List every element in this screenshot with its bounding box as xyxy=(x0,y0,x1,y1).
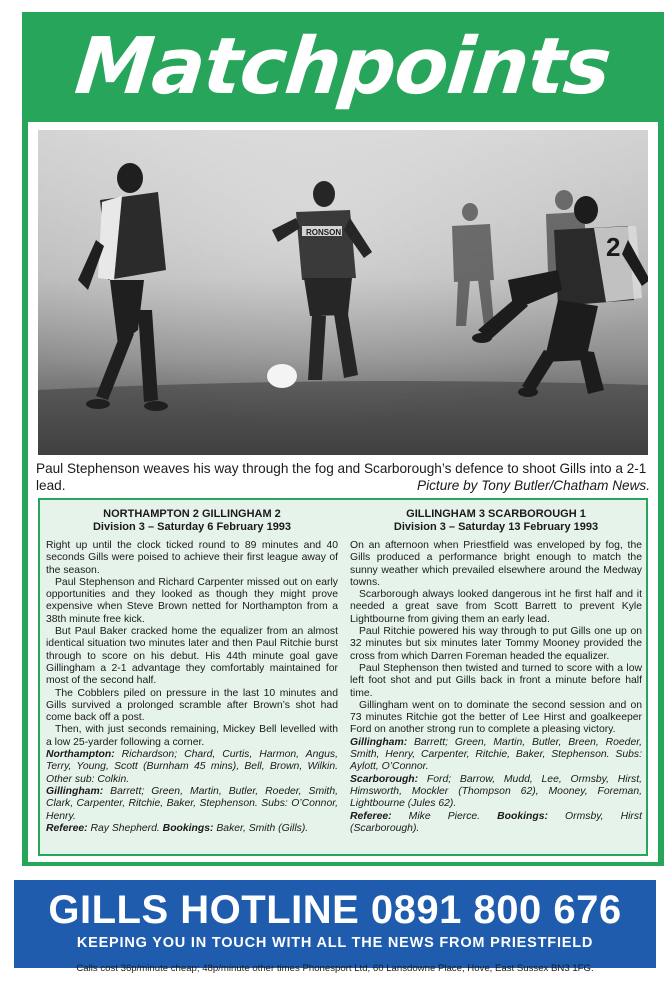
officials xyxy=(46,823,338,835)
call-charges: Calls cost 36p/minute cheap; 48p/minute other times Phonesport Ltd, 60 Lansdowne Place, Hove, East Sussex BN3 1FG. xyxy=(76,963,594,974)
hotline-tagline: KEEPING YOU IN TOUCH WITH ALL THE NEWS FROM PRIESTFIELD xyxy=(76,935,594,951)
team-label: Northampton: xyxy=(46,749,115,761)
team-players: Barrett; Green, Martin, Butler, Roeder, Smith, Clark, Carpenter, Ritchie, Baker, Stephenson. Subs: O’Connor, Henry. xyxy=(46,785,338,822)
referee-name: Ray Shepherd. xyxy=(87,822,160,834)
team-label: Gillingham: xyxy=(350,736,408,748)
caption-text: Paul Stephenson weaves his way through the fog and Scarborough’s defence to shoot Gills into a 2-1 lead. xyxy=(36,461,647,493)
officials xyxy=(350,811,642,836)
report-northampton xyxy=(46,508,338,835)
report-paragraph: But Paul Baker cracked home the equalizer from an almost identical situation two minutes later and then Paul Ritchie burst through to score on his debut. His 44th minute goal gave Gillingham a 2-1 advantage they comfortably maintained for most of the second half. xyxy=(46,626,338,687)
page-frame xyxy=(22,12,664,866)
report-paragraph: Paul Stephenson and Richard Carpenter missed out on early opportunities and they looked as though they might prove expensive when Steve Brown netted for Northampton from a 38th minute free kick. xyxy=(46,576,338,625)
match-photo-image xyxy=(38,130,648,455)
report-paragraph: Right up until the clock ticked round to 89 minutes and 40 seconds Gills were poised to achieve their first league away of the season. xyxy=(46,540,338,576)
team-lineup xyxy=(46,786,338,823)
bookings-list: Baker, Smith (Gills). xyxy=(213,822,309,834)
team-players: Barrett; Green, Martin, Butler, Breen, Roeder, Smith, Henry, Carpenter, Ritchie, Baker, Stephenson. Subs: Aylott, O’Connor. xyxy=(350,736,642,773)
match-photo xyxy=(38,130,648,455)
team-players: Richardson; Chard, Curtis, Harmon, Angus, Terry, Young, Scott (Burnham 45 mins), Bell, Brown, Wilkin. Other sub: Colkin. xyxy=(46,749,338,785)
bookings-label: Bookings: xyxy=(159,822,214,834)
report-title: NORTHAMPTON 2 GILLINGHAM 2 xyxy=(103,508,281,520)
report-subtitle: Division 3 – Saturday 6 February 1993 xyxy=(92,520,292,533)
report-scarborough xyxy=(350,508,642,835)
team-lineup xyxy=(350,774,642,811)
team-players: Ford; Barrow, Mudd, Lee, Ormsby, Hirst, Himsworth, Mockler (Thompson 62), Mooney, Foreman, Lightbourne (Jules 62). xyxy=(350,773,642,810)
masthead xyxy=(22,12,664,122)
report-paragraph: The Cobblers piled on pressure in the last 10 minutes and Gills survived a prolonged scramble after Brown’s shot had come back off a post. xyxy=(46,687,338,724)
team-label: Scarborough: xyxy=(350,773,419,785)
report-paragraph: Then, with just seconds remaining, Mickey Bell levelled with a low 25-yarder following a corner. xyxy=(46,724,338,748)
masthead-title: Matchpoints xyxy=(71,22,615,112)
shirt-text: RONSON xyxy=(306,228,342,237)
team-lineup xyxy=(46,749,338,786)
photo-credit: Picture by Tony Butler/Chatham News. xyxy=(417,478,650,493)
shirt-number: 2 xyxy=(606,232,621,262)
report-subtitle: Division 3 – Saturday 13 February 1993 xyxy=(393,520,599,533)
match-reports xyxy=(38,498,648,856)
hotline-banner xyxy=(14,880,656,968)
referee-name: Mike Pierce. xyxy=(391,810,481,822)
report-paragraph: Paul Stephenson then twisted and turned to score with a low left foot shot and put Gills back in front a minute before half time. xyxy=(350,662,642,699)
photo-caption xyxy=(36,460,650,494)
hotline-title: GILLS HOTLINE 0891 800 676 xyxy=(48,888,622,932)
report-paragraph: Scarborough always looked dangerous int he first half and it needed a great save from Scott Barrett to prevent Kyle Lightbourne from giving them an early lead. xyxy=(350,589,642,625)
bookings-label: Bookings: xyxy=(480,810,548,822)
team-label: Gillingham: xyxy=(46,785,104,797)
football xyxy=(267,364,297,388)
bookings-list: Ormsby, Hirst (Scarborough). xyxy=(350,810,642,834)
referee-label: Referee: xyxy=(46,822,88,834)
content-panel xyxy=(28,122,658,862)
report-title: GILLINGHAM 3 SCARBOROUGH 1 xyxy=(406,508,586,520)
team-lineup xyxy=(350,737,642,774)
report-paragraph: Paul Ritchie powered his way through to put Gills one up on 32 minutes but six minutes later Tommy Mooney provided the cross from which Darren Foreman headed the equalizer. xyxy=(350,626,642,662)
report-paragraph: On an afternoon when Priestfield was enveloped by fog, the Gills produced a performance bright enough to match the sunny weather which prevailed elsewhere around the Medway towns. xyxy=(350,540,642,588)
report-paragraph: Gillingham went on to dominate the second session and on 73 minutes Ritchie got the better of Lee Hirst and goalkeeper Ford on another strong run to complete a pleasing victory. xyxy=(350,699,642,736)
referee-label: Referee: xyxy=(350,810,392,822)
